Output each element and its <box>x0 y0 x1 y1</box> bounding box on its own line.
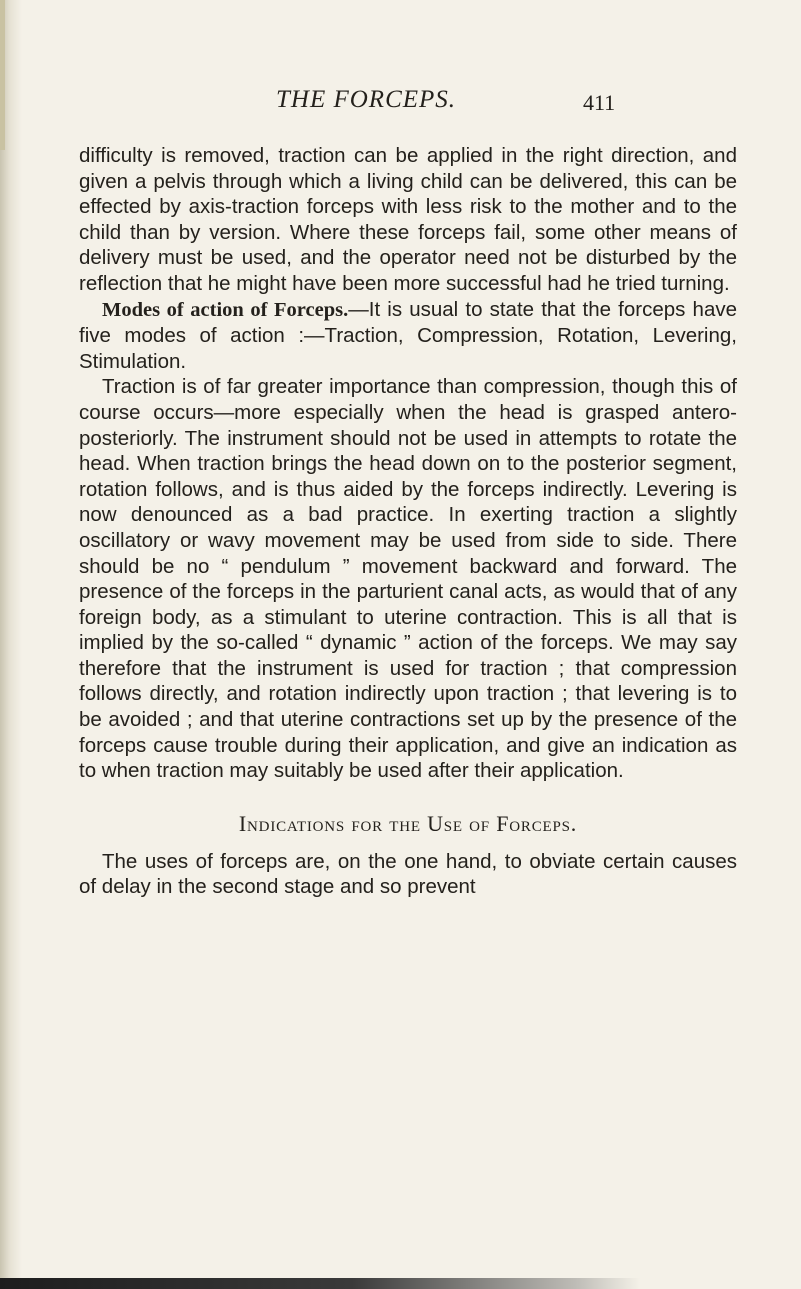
paragraph-traction: Traction is of far greater importance than compression, though this of course occurs—more especially when the head is grasped antero-posteriorly. The instrument should not be used in attempts to rotate the head. When traction brings the head down on to the posterior segment, rotation follows, and is thus aided by the forceps indirectly. Levering is now denounced as a bad practice. In exerting traction a slightly oscillatory or wavy movement may be used from side to side. There should be no “ pendulum ” movement backward and forward. The presence of the forceps in the parturient canal acts, as would that of any foreign body, as a stimulant to uterine contraction. This is all that is implied by the so-called “ dynamic ” action of the forceps. We may say therefore that the instrument is used for traction ; that compression follows directly, and rotation indirectly upon traction ; that levering is to be avoided ; and that uterine contractions set up by the presence of the forceps cause trouble during their application, and give an indication as to when traction may suitably be used after their application. <box>79 375 737 783</box>
body-text <box>79 143 737 900</box>
paragraph-continuation: difficulty is removed, traction can be applied in the right direction, and given a pelvis through which a living child can be delivered, this can be effected by axis-traction forceps with less risk to the mother and to the child than by version. Where these forceps fail, some other means of delivery must be used, and the operator need not be disturbed by the reflection that he might have been more successful had he tried turning. <box>79 144 737 295</box>
section-heading: Indications for the Use of Forceps. <box>238 810 578 836</box>
paragraph-modes-of-action <box>79 297 737 375</box>
running-header <box>0 86 801 126</box>
paragraph-modes-text: —It is usual to state that the forceps have five modes of action :—Traction, Compression, Rotation, Levering, Stimulation. <box>79 297 737 373</box>
page-header-title: THE FORCEPS. <box>276 86 457 113</box>
scan-bottom-edge <box>0 1278 640 1289</box>
binding-edge <box>0 0 5 150</box>
paragraph-uses: The uses of forceps are, on the one hand, to obviate certain causes of delay in the second stage and so prevent <box>79 849 737 899</box>
page-number: 411 <box>583 90 616 115</box>
run-in-heading: Modes of action of Forceps. <box>102 298 349 321</box>
page-gutter-shadow <box>0 0 22 1289</box>
